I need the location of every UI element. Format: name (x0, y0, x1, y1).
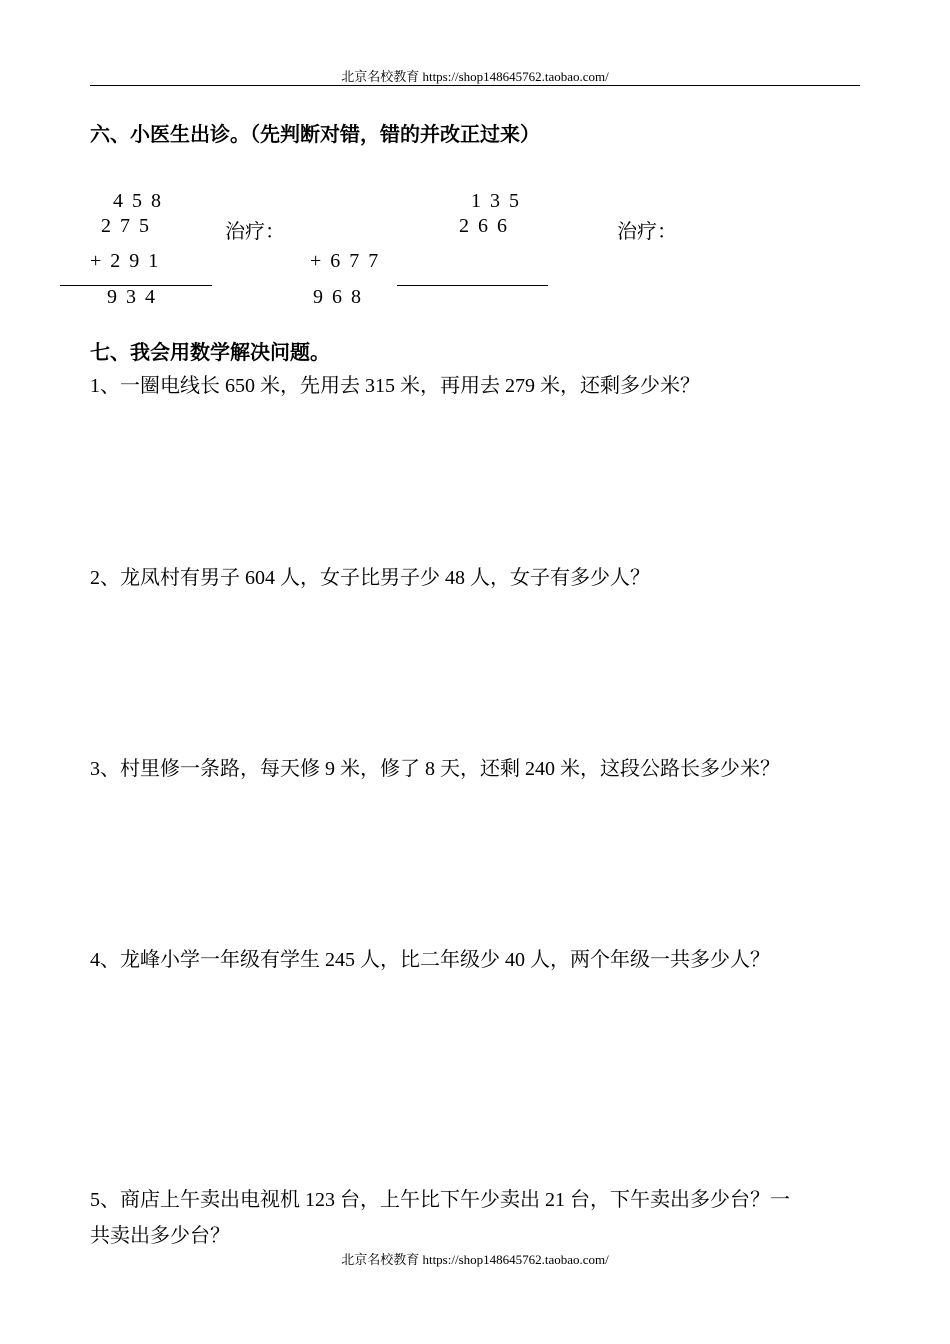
right-problem-row1: 1 3 5 (471, 190, 521, 212)
left-problem-row2: 2 7 5 (101, 215, 151, 237)
section-7-title: 七、我会用数学解决问题。 (90, 342, 330, 364)
question-2: 2、龙凤村有男子 604 人，女子比男子少 48 人，女子有多少人？ (90, 567, 650, 589)
page-footer: 北京名校教育 https://shop148645762.taobao.com/ (341, 1252, 609, 1267)
question-1: 1、一圈电线长 650 米，先用去 315 米，再用去 279 米，还剩多少米？ (90, 375, 700, 397)
question-5-line2: 共卖出多少台？ (90, 1225, 230, 1247)
question-3: 3、村里修一条路，每天修 9 米，修了 8 天，还剩 240 米，这段公路长多少米？ (90, 758, 780, 780)
left-problem-result: 9 3 4 (107, 286, 157, 308)
question-4: 4、龙峰小学一年级有学生 245 人，比二年级少 40 人，两个年级一共多少人？ (90, 949, 770, 971)
section-6-title: 六、小医生出诊。（先判断对错，错的并改正过来） (90, 124, 540, 146)
header-rule (90, 85, 860, 86)
page-header: 北京名校教育 https://shop148645762.taobao.com/ (341, 69, 609, 84)
left-problem-row1: 4 5 8 (113, 190, 163, 212)
question-5-line1: 5、商店上午卖出电视机 123 台，上午比下午少卖出 21 台，下午卖出多少台？一 (90, 1189, 790, 1211)
left-problem-row3: + 2 9 1 (90, 250, 161, 272)
middle-problem-sum-line (397, 285, 548, 286)
left-treatment-label: 治疗： (225, 221, 285, 243)
middle-problem-row3: + 6 7 7 (310, 250, 381, 272)
middle-problem-result: 9 6 8 (313, 286, 363, 308)
right-problem-row2: 2 6 6 (459, 215, 509, 237)
right-treatment-label: 治疗： (617, 221, 677, 243)
